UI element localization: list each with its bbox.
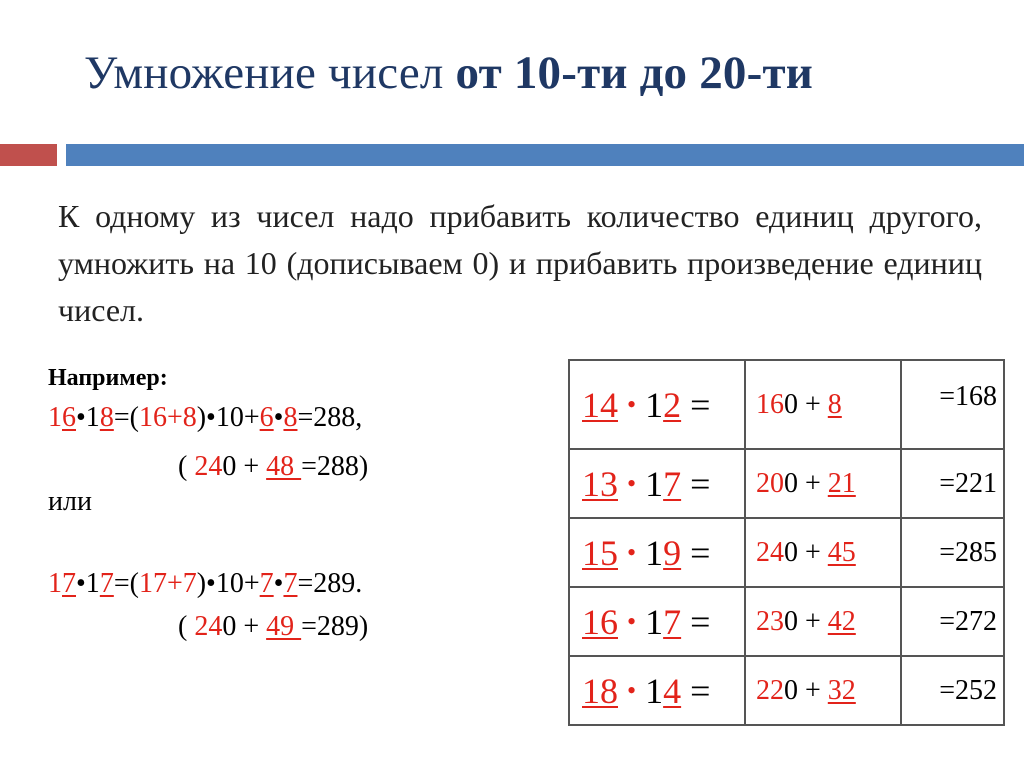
ex2-part: • <box>273 568 284 599</box>
multiplicand: 18 <box>582 670 618 711</box>
multiplicand: 16 <box>582 601 618 642</box>
dot-sign: • <box>627 606 637 636</box>
tens-part: 22 <box>756 674 784 706</box>
equals-sign: = <box>681 601 711 642</box>
multiplier-tens: 1 <box>645 532 664 573</box>
page-title <box>84 46 813 100</box>
ex1-part: 8 <box>99 402 114 433</box>
ex1b-part: ( <box>178 451 195 482</box>
tens-part: 16 <box>756 388 784 420</box>
example-line-1b <box>178 451 368 483</box>
examples-table-body <box>569 360 1004 725</box>
ex1-part: 6 <box>259 402 274 433</box>
multiplier-tens: 1 <box>645 670 664 711</box>
tens-part: 23 <box>756 605 784 637</box>
table-row <box>569 656 1004 725</box>
ex1-part: 1 <box>48 402 62 433</box>
dot-sign: • <box>627 675 637 705</box>
ex1-part: •1 <box>76 402 100 433</box>
partial-cell <box>745 587 901 656</box>
dot-sign: • <box>627 389 637 419</box>
example-label: Например: <box>48 365 168 391</box>
ex2b-part: 24 <box>194 611 223 642</box>
title-bold: от 10-ти до 20-ти <box>455 47 814 99</box>
multiplicand: 13 <box>582 463 618 504</box>
multiplier-tens: 1 <box>645 601 664 642</box>
multiplier-tens: 1 <box>645 384 664 425</box>
dot-sign: • <box>627 468 637 498</box>
multiplicand: 14 <box>582 384 618 425</box>
ex2-part: 7 <box>62 568 76 599</box>
ex1-part: =( <box>113 402 139 433</box>
examples-table <box>568 359 1005 726</box>
units-product: 45 <box>827 536 856 568</box>
result-cell: =168 <box>901 360 1004 449</box>
tens-part: 20 <box>756 467 784 499</box>
ex2-part: =289. <box>297 568 363 599</box>
expression-cell <box>569 360 745 449</box>
zero-plus: 0 + <box>784 388 828 420</box>
example-line-1 <box>48 402 362 434</box>
accent-band-blue <box>66 144 1024 166</box>
equals-sign: = <box>681 384 711 425</box>
ex1b-part: 0 + <box>222 451 267 482</box>
zero-plus: 0 + <box>784 605 828 637</box>
ex2-part: 17+7 <box>138 568 197 599</box>
partial-cell <box>745 656 901 725</box>
result-cell: =272 <box>901 587 1004 656</box>
table-row <box>569 587 1004 656</box>
partial-cell <box>745 449 901 518</box>
ex2-part: 7 <box>259 568 274 599</box>
expression-cell <box>569 518 745 587</box>
zero-plus: 0 + <box>784 467 828 499</box>
units-product: 42 <box>827 605 856 637</box>
zero-plus: 0 + <box>784 674 828 706</box>
table-row <box>569 518 1004 587</box>
equals-sign: = <box>681 670 711 711</box>
zero-plus: 0 + <box>784 536 828 568</box>
ex2b-part: =289) <box>301 611 369 642</box>
ex1-part: 6 <box>62 402 76 433</box>
units-product: 32 <box>827 674 856 706</box>
ex1-part: 16+8 <box>138 402 197 433</box>
multiplier-units: 7 <box>663 601 682 642</box>
result-cell: =285 <box>901 518 1004 587</box>
partial-cell <box>745 518 901 587</box>
ex1-part: • <box>273 402 284 433</box>
ex2b-part: ( <box>178 611 195 642</box>
expression-cell <box>569 449 745 518</box>
ex1b-part: =288) <box>301 451 369 482</box>
table-row <box>569 360 1004 449</box>
ex1b-part: 24 <box>194 451 223 482</box>
multiplier-units: 2 <box>663 384 682 425</box>
units-product: 8 <box>827 388 842 420</box>
ex2b-part: 0 + <box>222 611 267 642</box>
units-product: 21 <box>827 467 856 499</box>
multiplier-units: 4 <box>663 670 682 711</box>
multiplier-units: 9 <box>663 532 682 573</box>
or-label: или <box>48 486 92 517</box>
example-line-2b <box>178 611 368 643</box>
ex2-part: 7 <box>99 568 114 599</box>
ex1b-part: 48 <box>266 451 302 482</box>
expression-cell <box>569 587 745 656</box>
rule-paragraph: К одному из чисел надо прибавить количество единиц другого, умножить на 10 (дописываем 0) и прибавить произведение единиц чисел. <box>58 198 982 328</box>
dot-sign: • <box>627 537 637 567</box>
ex1-part: )•10+ <box>196 402 260 433</box>
ex2-part: 1 <box>48 568 62 599</box>
equals-sign: = <box>681 532 711 573</box>
ex2-part: 7 <box>283 568 298 599</box>
expression-cell <box>569 656 745 725</box>
multiplier-tens: 1 <box>645 463 664 504</box>
ex2-part: =( <box>113 568 139 599</box>
partial-cell <box>745 360 901 449</box>
result-cell: =221 <box>901 449 1004 518</box>
multiplicand: 15 <box>582 532 618 573</box>
table-row <box>569 449 1004 518</box>
example-line-2 <box>48 568 362 600</box>
equals-sign: = <box>681 463 711 504</box>
tens-part: 24 <box>756 536 784 568</box>
multiplier-units: 7 <box>663 463 682 504</box>
ex2-part: •1 <box>76 568 100 599</box>
ex1-part: =288, <box>297 402 363 433</box>
title-normal: Умножение чисел <box>84 47 456 99</box>
result-cell: =252 <box>901 656 1004 725</box>
ex2-part: )•10+ <box>196 568 260 599</box>
ex1-part: 8 <box>283 402 298 433</box>
ex2b-part: 49 <box>266 611 302 642</box>
accent-band-red <box>0 144 57 166</box>
